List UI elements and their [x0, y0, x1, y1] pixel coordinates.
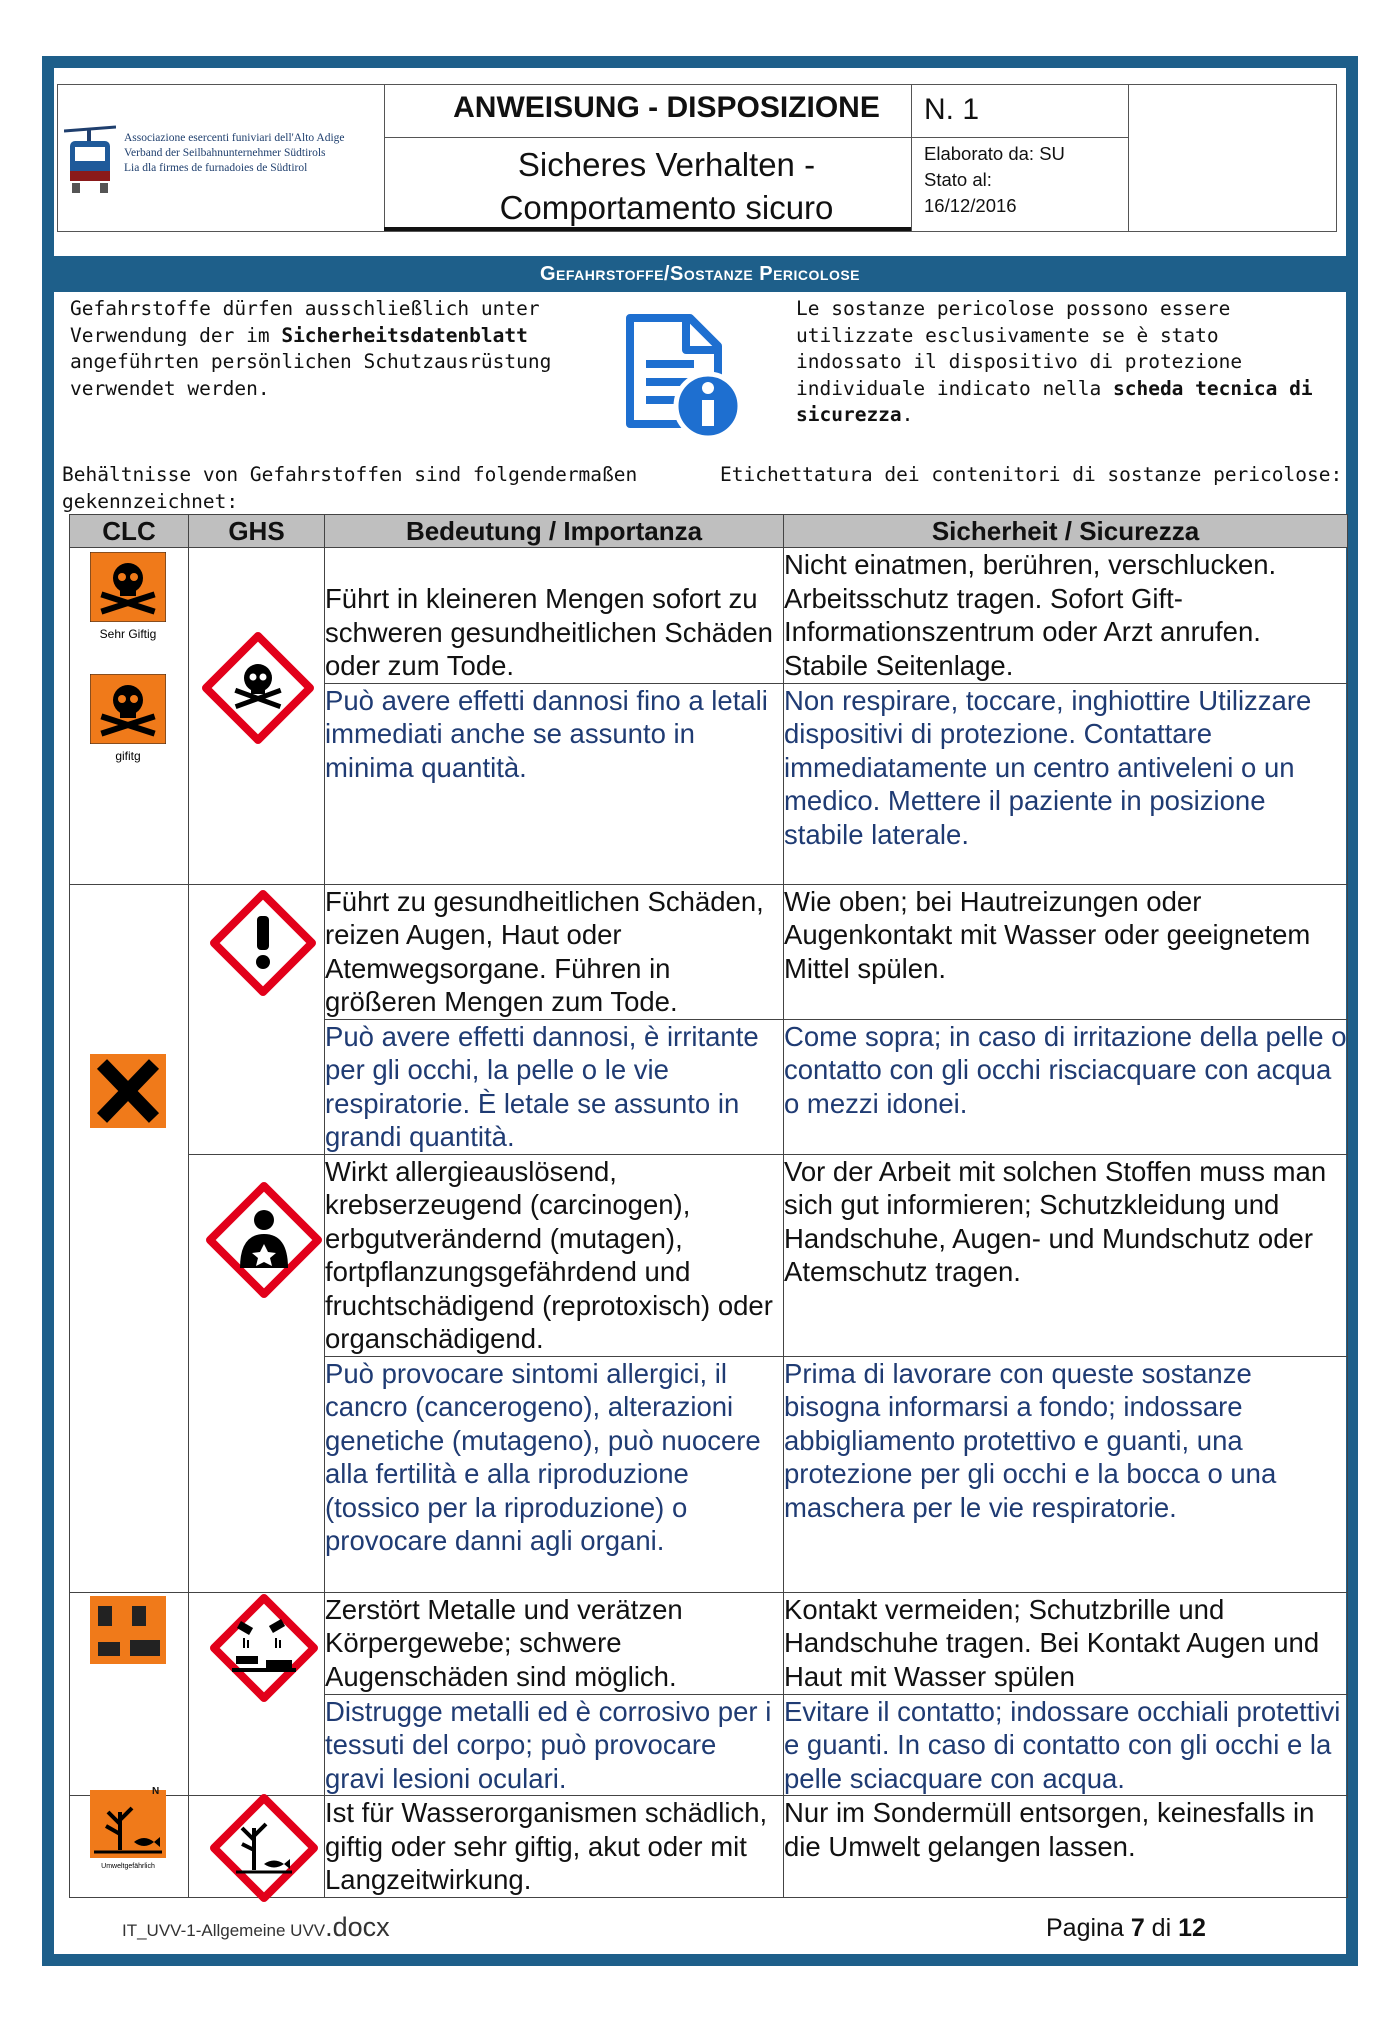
- corrosion-orange-icon: [90, 1596, 166, 1664]
- meaning-de: Führt in kleineren Mengen sofort zu schweren gesundheitlichen Schäden oder zum Tode.: [325, 548, 784, 684]
- meaning-de: Zerstört Metalle und verätzen Körpergewebe; schwere Augenschäden sind möglich.: [325, 1592, 784, 1694]
- intro-german: Gefahrstoffe dürfen ausschließlich unter Verwendung der im Sicherheitsdatenblatt angeführten persönlichen Schutzausrüstung verwendet werden.: [70, 297, 552, 400]
- ghs-health-hazard-icon: [206, 1182, 322, 1298]
- cable-car-icon: [64, 125, 116, 195]
- meaning-de: Ist für Wasserorganismen schädlich, giftig oder sehr giftig, akut oder mit Langzeitwirkung.: [325, 1796, 784, 1898]
- doc-subtitle: Sicheres Verhalten - Comportamento sicuro: [499, 146, 834, 226]
- safety-de: Vor der Arbeit mit solchen Stoffen muss man sich gut informieren; Schutzkleidung und Handschuhe, Augen- und Mundschutz oder Atemschutz tragen.: [784, 1154, 1348, 1356]
- header-clc: CLC: [70, 515, 189, 548]
- elaborated-by: Elaborato da: SU: [924, 143, 1065, 164]
- safety-it: Evitare il contatto; indossare occhiali protettivi e guanti. In caso di contatto con gli occhi e la pelle sciacquare con acqua.: [784, 1694, 1348, 1796]
- intro-italian: Le sostanze pericolose possono essere utilizzate esclusivamente se è stato indossato il dispositivo di protezione individuale indicato nella scheda tecnica di sicurezza.: [796, 297, 1313, 426]
- safety-it: Prima di lavorare con queste sostanze bisogna informarsi a fondo; indossare abbigliamento protettivo e guanti, una protezione per gli occhi e la bocca o una maschera per le vie respiratorie.: [784, 1356, 1348, 1592]
- status-label: Stato al:: [924, 169, 992, 190]
- ghs-environment-icon: [210, 1794, 318, 1902]
- status-date: 16/12/2016: [924, 195, 1017, 216]
- cross-orange-icon: [90, 1054, 166, 1128]
- safety-de: Kontakt vermeiden; Schutzbrille und Handschuhe tragen. Bei Kontakt Augen und Haut mit Wasser spülen: [784, 1592, 1348, 1694]
- document-header: [57, 84, 1337, 232]
- ghs-skull-icon: [202, 632, 314, 744]
- dead-tree-fish-orange-icon: [90, 1790, 166, 1858]
- meaning-de: Wirkt allergieauslösend, krebserzeugend (carcinogen), erbgutverändernd (mutagen), fortpflanzungsgefährdend und fruchtschädigend (reprotoxisch) oder organschädigend.: [325, 1154, 784, 1356]
- section-title: Gefahrstoffe/Sostanze Pericolose: [54, 256, 1346, 292]
- org-name-de: Verband der Seilbahnunternehmer Südtirols: [124, 147, 326, 159]
- clc-toxic: [90, 674, 166, 763]
- org-name-it: Associazione esercenti funiviari dell'Alto Adige: [124, 132, 345, 144]
- table-header-row: [70, 515, 1348, 548]
- safety-datasheet-info-icon: [618, 314, 742, 442]
- meaning-it: Può avere effetti dannosi fino a letali immediati anche se assunto in minima quantità.: [325, 683, 784, 884]
- doc-meta: [924, 141, 1065, 219]
- safety-de: Nur im Sondermüll entsorgen, keinesfalls in die Umwelt gelangen lassen.: [784, 1796, 1348, 1898]
- safety-it: Come sopra; in caso di irritazione della pelle o contatto con gli occhi risciacquare con acqua o mezzi idonei.: [784, 1019, 1348, 1154]
- clc-letter: N: [152, 1786, 160, 1797]
- header-ghs: GHS: [189, 515, 325, 548]
- doc-number: N. 1: [924, 93, 980, 126]
- clc-environment: [90, 1786, 166, 1870]
- clc-very-toxic: [90, 552, 166, 641]
- skull-orange-icon: [90, 552, 166, 622]
- label-text-german: Behältnisse von Gefahrstoffen sind folgendermaßen gekennzeichnet:: [62, 463, 638, 513]
- clc-label: Sehr Giftig: [99, 627, 157, 641]
- org-logo: [64, 125, 384, 195]
- clc-harmful: [90, 1054, 166, 1133]
- safety-it: Non respirare, toccare, inghiottire Utilizzare dispositivi di protezione. Contattare immediatamente un centro antiveleni o un medico. Mettere il paziente in posizione stabile laterale.: [784, 683, 1348, 884]
- skull-orange-icon: [90, 674, 166, 744]
- meaning-it: Può provocare sintomi allergici, il cancro (cancerogeno), alterazioni genetiche (mutageno), può nuocere alla fertilità e alla riproduzione (tossico per la riproduzione) o provocare danni agli organi.: [325, 1356, 784, 1592]
- header-safety: Sicherheit / Sicurezza: [784, 515, 1348, 548]
- org-name-lad: Lia dla firmes de furnadoies de Südtirol: [124, 162, 308, 174]
- footer-page-number: Pagina 7 di 12: [1046, 1914, 1206, 1942]
- ghs-exclamation-icon: [210, 890, 316, 996]
- meaning-it: Può avere effetti dannosi, è irritante per gli occhi, la pelle o le vie respiratorie. È letale se assunto in grandi quantità.: [325, 1019, 784, 1154]
- meaning-de: Führt zu gesundheitlichen Schäden, reizen Augen, Haut oder Atemwegsorgane. Führen in größeren Mengen zum Tode.: [325, 884, 784, 1019]
- footer-filename: IT_UVV-1-Allgemeine UVV.docx: [122, 1912, 390, 1942]
- safety-de: Wie oben; bei Hautreizungen oder Augenkontakt mit Wasser oder geeignetem Mittel spülen.: [784, 884, 1348, 1019]
- safety-de: Nicht einatmen, berühren, verschlucken. Arbeitsschutz tragen. Sofort Gift-Informationszentrum oder Arzt anrufen. Stabile Seitenlage.: [784, 548, 1348, 684]
- doc-title: ANWEISUNG - DISPOSIZIONE: [453, 91, 880, 124]
- clc-corrosive: [90, 1596, 166, 1669]
- label-text-italian: Etichettatura dei contenitori di sostanze pericolose:: [720, 463, 1343, 486]
- header-meaning: Bedeutung / Importanza: [325, 515, 784, 548]
- clc-label: gifitg: [115, 749, 141, 763]
- ghs-corrosive-icon: [210, 1594, 318, 1702]
- meaning-it: Distrugge metalli ed è corrosivo per i tessuti del corpo; può provocare gravi lesioni oculari.: [325, 1694, 784, 1796]
- clc-label: Umweltgefährlich: [101, 1863, 155, 1870]
